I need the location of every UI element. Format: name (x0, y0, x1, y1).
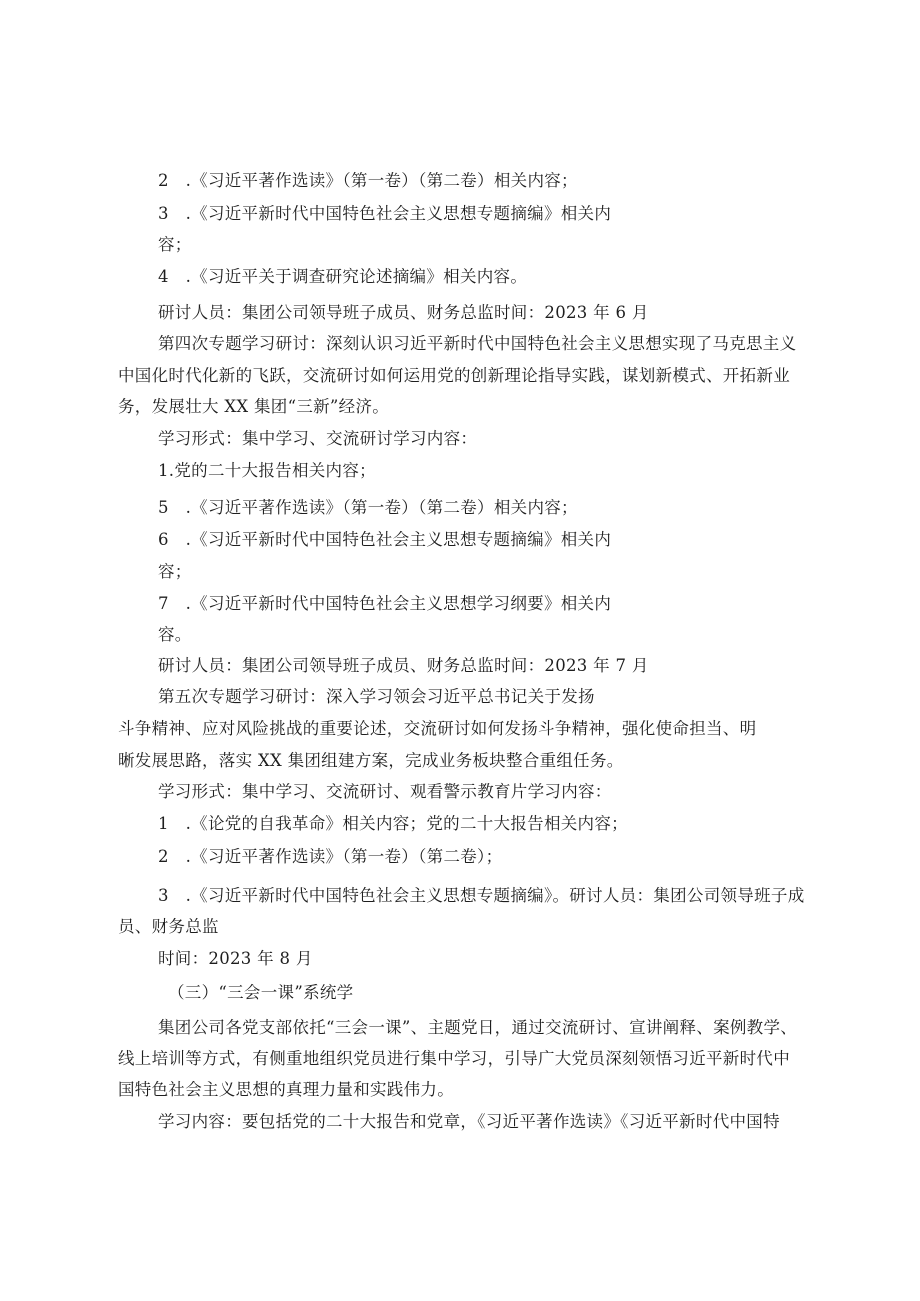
paragraph-line: 国特色社会主义思想的真理力量和实践伟力。 (118, 1080, 454, 1099)
list-item: 6 .《习近平新时代中国特色社会主义思想专题摘编》相关内 (158, 530, 612, 549)
list-item: 1.党的二十大报告相关内容； (158, 461, 376, 480)
paragraph-line: 务，发展壮大 XX 集团“三新”经济。 (118, 397, 390, 416)
list-item-continuation: 容。 (158, 625, 192, 644)
paragraph-line: 学习内容：要包括党的二十大报告和党章，《习近平著作选读》《习近平新时代中国特 (158, 1112, 780, 1131)
paragraph-line: 中国化时代化新的飞跃，交流研讨如何运用党的创新理论指导实践，谋划新模式、开拓新业 (118, 366, 790, 385)
paragraph-line: 研讨人员：集团公司领导班子成员、财务总监时间：2023 年 6 月 (158, 303, 649, 322)
paragraph-line: 晰发展思路，落实 XX 集团组建方案，完成业务板块整合重组任务。 (118, 751, 624, 770)
list-item: 4 .《习近平关于调查研究论述摘编》相关内容。 (158, 267, 528, 286)
list-item-continuation: 员、财务总监 (118, 917, 219, 936)
list-item: 1 .《论党的自我革命》相关内容；党的二十大报告相关内容； (158, 814, 628, 833)
paragraph-line: 第四次专题学习研讨：深刻认识习近平新时代中国特色社会主义思想实现了马克思主义 (158, 334, 797, 353)
list-item: 7 .《习近平新时代中国特色社会主义思想学习纲要》相关内 (158, 594, 612, 613)
list-item: 2 .《习近平著作选读》（第一卷）（第二卷）； (158, 847, 503, 866)
paragraph-line: 斗争精神、应对风险挑战的重要论述，交流研讨如何发扬斗争精神，强化使命担当、明 (118, 719, 757, 738)
section-heading: （三）“三会一课”系统学 (168, 983, 354, 1002)
list-item: 5 .《习近平著作选读》（第一卷）（第二卷）相关内容； (158, 498, 578, 517)
list-item: 2 .《习近平著作选读》（第一卷）（第二卷）相关内容； (158, 171, 578, 190)
paragraph-line: 第五次专题学习研讨：深入学习领会习近平总书记关于发扬 (158, 687, 595, 706)
paragraph-line: 学习形式：集中学习、交流研讨学习内容： (158, 429, 478, 448)
list-item-continuation: 容； (158, 235, 192, 254)
paragraph-line: 研讨人员：集团公司领导班子成员、财务总监时间：2023 年 7 月 (158, 656, 649, 675)
list-item-continuation: 容； (158, 562, 192, 581)
paragraph-line: 学习形式：集中学习、交流研讨、观看警示教育片学习内容： (158, 782, 612, 801)
list-item: 3 .《习近平新时代中国特色社会主义思想专题摘编》。研讨人员：集团公司领导班子成 (158, 886, 805, 905)
paragraph-line: 集团公司各党支部依托“三会一课”、主题党日，通过交流研讨、宣讲阐释、案例教学、 (158, 1018, 798, 1037)
paragraph-line: 线上培训等方式，有侧重地组织党员进行集中学习，引导广大党员深刻领悟习近平新时代中 (118, 1049, 790, 1068)
list-item: 3 .《习近平新时代中国特色社会主义思想专题摘编》相关内 (158, 204, 612, 223)
paragraph-line: 时间：2023 年 8 月 (158, 949, 313, 968)
